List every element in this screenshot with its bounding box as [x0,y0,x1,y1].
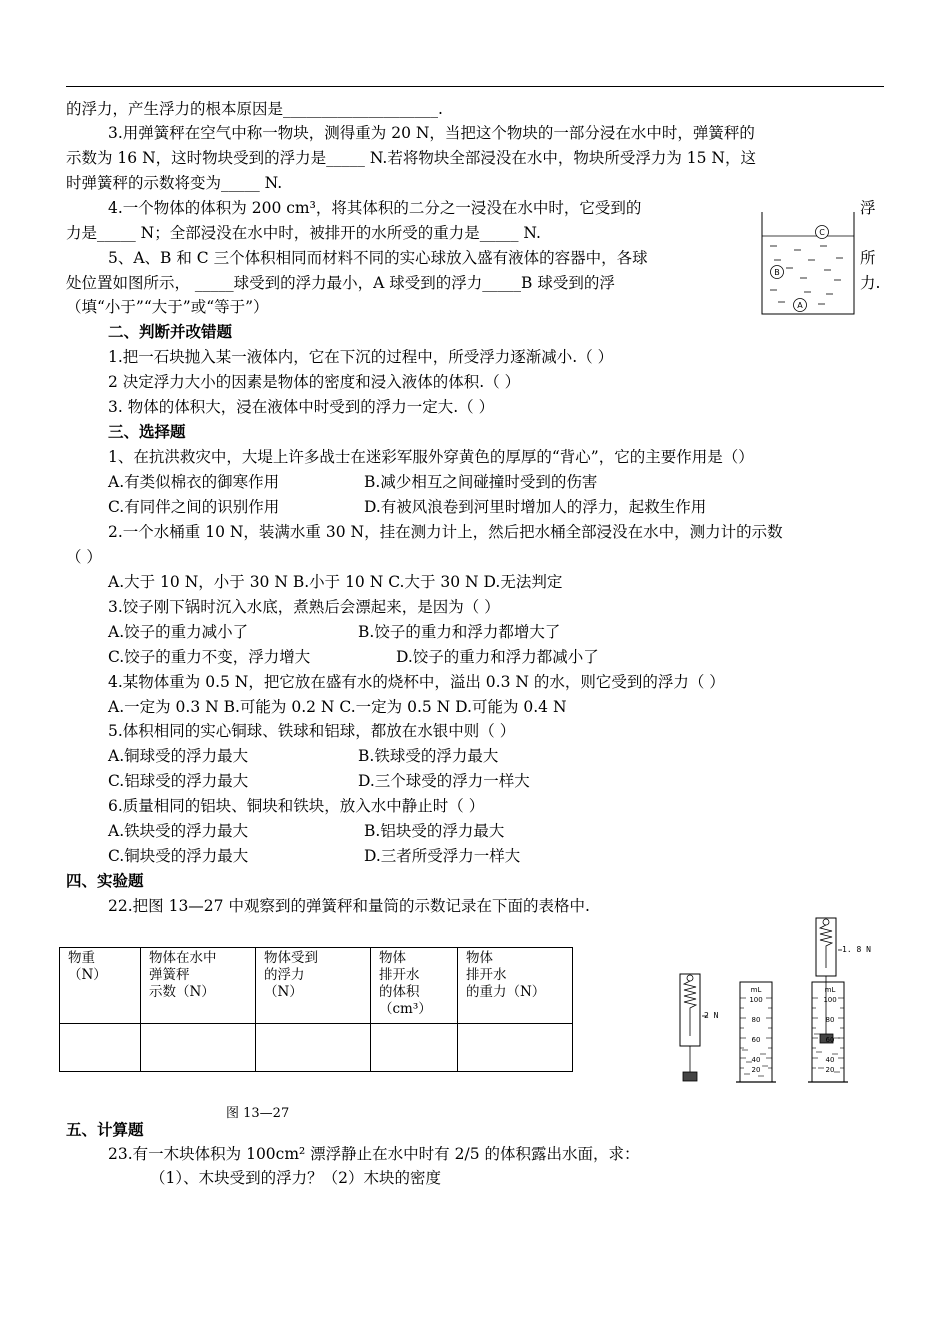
table-input-cell[interactable] [371,1024,458,1072]
question-text: 23.有一木块体积为 100cm² 漂浮静止在水中时有 2/5 的体积露出水面，求： [108,1145,640,1163]
cylinder-tick: 80 [751,1016,761,1024]
question-text: 5.体积相同的实心铜球、铁球和铝球，都放在水银中则（ ） [108,722,516,740]
cylinder-unit-label: mL [824,986,836,994]
figure-13-27 [660,912,892,1090]
option-text: A.铜球受的浮力最大 [108,747,249,765]
option-text: B.饺子的重力和浮力都增大了 [358,623,561,641]
cylinder-tick: 100 [823,996,837,1004]
question-text: （1）、木块受到的浮力？（2）木块的密度 [150,1169,441,1187]
table-input-cell[interactable] [60,1024,141,1072]
spring-scale-air [680,974,719,1081]
text-line: 力. [860,274,881,292]
graduated-cylinder-2 [808,982,848,1082]
section-heading: 三、选择题 [108,423,186,441]
option-text: A.饺子的重力减小了 [108,623,249,641]
cylinder-tick: 40 [751,1056,761,1064]
cylinder-tick: 20 [751,1066,761,1074]
judge-item: 1.把一石块抛入某一液体内，它在下沉的过程中，所受浮力逐渐减小.（ ） [108,348,614,366]
question-text: 2.一个水桶重 10 N，装满水重 30 N，挂在测力计上，然后把水桶全部浸没在水中，测力计的示数 [108,523,783,541]
cylinder-tick: 80 [825,1016,835,1024]
text-line: 浮 [860,199,876,217]
table-header-cell: 物体 排开水 的体积 （cm³） [371,948,458,1024]
ball-b-label: B [774,268,780,277]
section-heading: 四、实验题 [66,872,144,890]
question-text: 22.把图 13—27 中观察到的弹簧秤和量筒的示数记录在下面的表格中. [108,897,590,915]
option-text: C.铝球受的浮力最大 [108,772,249,790]
text-line: 3.用弹簧秤在空气中称一物块，测得重为 20 N，当把这个物块的一部分浸在水中时，弹簧秤的 [108,124,755,142]
option-text: B.铁球受的浮力最大 [358,747,499,765]
table-input-cell[interactable] [458,1024,573,1072]
ball-a-label: A [797,301,803,310]
text-line: 4.一个物体的体积为 200 cm³，将其体积的二分之一浸没在水中时，它受到的 [108,199,642,217]
judge-item: 2 决定浮力大小的因素是物体的密度和浸入液体的体积.（ ） [108,373,521,391]
option-text: D.有被风浪卷到河里时增加人的浮力，起救生作用 [364,498,707,516]
question-text: （ ） [66,548,102,566]
cylinder-tick: 60 [751,1036,761,1044]
spring-reading-1: 2 N [704,1011,719,1020]
table-header-cell: 物重 （N） [60,948,141,1024]
option-text: B.铝块受的浮力最大 [364,822,505,840]
cylinder-unit-label: mL [750,986,762,994]
judge-item: 3. 物体的体积大，浸在液体中时受到的浮力一定大.（ ） [108,398,495,416]
question-text: 4.某物体重为 0.5 N，把它放在盛有水的烧杯中，溢出 0.3 N 的水，则它受到的浮力（ ） [108,673,725,691]
table-input-cell[interactable] [256,1024,371,1072]
text-line: 力是_____ N；全部浸没在水中时，被排开的水所受的重力是_____ N. [66,224,541,242]
option-text: D.饺子的重力和浮力都减小了 [396,648,599,666]
option-text: A.一定为 0.3 N B.可能为 0.2 N C.一定为 0.5 N D.可能为 0.4 N [108,698,567,716]
text-line: 时弹簧秤的示数将变为_____ N. [66,174,283,192]
question-text: 1、在抗洪救灾中，大堤上许多战士在迷彩军服外穿黄色的厚厚的“背心”，它的主要作用是（） [108,448,754,466]
question-text: 3.饺子刚下锅时沉入水底，煮熟后会漂起来，是因为（ ） [108,598,500,616]
option-text: A.有类似棉衣的御寒作用 [108,473,280,491]
cylinder-tick: 100 [749,996,763,1004]
record-table [59,947,573,1072]
graduated-cylinder-1 [736,982,776,1082]
header-rule [66,86,884,87]
text-line: （填“小于”“大于”或“等于”） [66,298,269,316]
section-heading: 五、计算题 [66,1121,144,1139]
table-header-cell: 物体在水中 弹簧秤 示数（N） [141,948,256,1024]
text-line: 5、A、B 和 C 三个体积相同而材料不同的实心球放入盛有液体的容器中，各球 [108,249,648,267]
section-heading: 二、判断并改错题 [108,323,233,341]
option-text: C.饺子的重力不变，浮力增大 [108,648,311,666]
table-input-cell[interactable] [141,1024,256,1072]
option-text: C.有同伴之间的识别作用 [108,498,280,516]
text-line: 示数为 16 N，这时物块受到的浮力是_____ N.若将物块全部浸没在水中，物块所受浮力为 15 N，这 [66,149,756,167]
option-text: D.三者所受浮力一样大 [364,847,521,865]
table-header-cell: 物体 排开水 的重力（N） [458,948,573,1024]
question-text: 6.质量相同的铝块、铜块和铁块，放入水中静止时（ ） [108,797,485,815]
spring-reading-2: 1. 8 N [842,945,871,954]
table-header-cell: 物体受到 的浮力 （N） [256,948,371,1024]
option-text: A.大于 10 N，小于 30 N B.小于 10 N C.大于 30 N D.无法判定 [108,573,563,591]
option-text: A.铁块受的浮力最大 [108,822,249,840]
balls-container-figure [760,210,856,318]
cylinder-tick: 20 [825,1066,835,1074]
option-text: B.减少相互之间碰撞时受到的伤害 [364,473,598,491]
text-line: 的浮力，产生浮力的根本原因是____________________. [66,100,443,118]
cylinder-tick: 60 [825,1036,835,1044]
cylinder-tick: 40 [825,1056,835,1064]
option-text: C.铜块受的浮力最大 [108,847,249,865]
option-text: D.三个球受的浮力一样大 [358,772,530,790]
figure-caption: 图 13—27 [226,1106,290,1121]
ball-c-label: C [819,228,825,237]
text-line: 处位置如图所示， _____球受到的浮力最小，A 球受到的浮力_____B 球受到的浮 [66,274,615,292]
text-line: 所 [860,249,876,267]
